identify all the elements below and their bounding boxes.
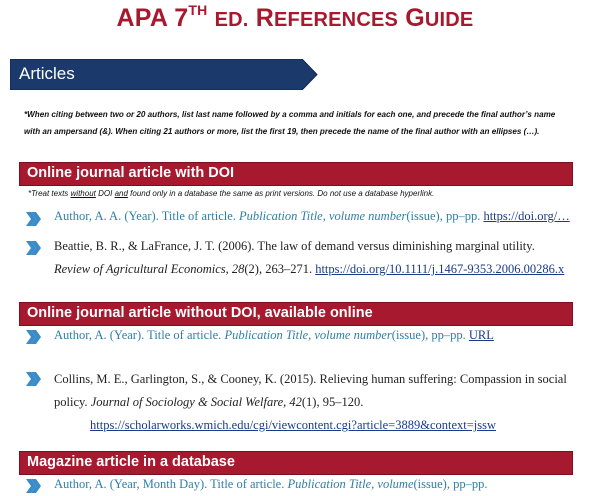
section-heading-label: Online journal article without DOI, available online <box>27 305 373 321</box>
reference-template: Author, A. A. (Year). Title of article. Publication Title, volume number(issue), pp–pp. https://doi.org/… <box>54 209 570 223</box>
title-eferences: EFERENCES <box>274 9 399 31</box>
chevron-right-icon <box>26 330 42 344</box>
reference-template: Author, A. (Year). Title of article. Publication Title, volume number(issue), pp–pp. URL <box>54 328 494 342</box>
section-heading-magazine <box>20 452 572 474</box>
title-prefix: APA 7 <box>116 4 189 32</box>
citation-note: *When citing between two or 20 authors, list last name followed by a comma and initials for each one, and precede the final author’s name with an ampersand (&). When citing 21 authors or more, list the first 19, then precede the name of the final author with an ellipses (…). <box>24 110 556 136</box>
title-r: R <box>255 4 274 32</box>
chevron-right-icon <box>26 479 42 493</box>
doi-link[interactable]: https://doi.org/… <box>483 209 570 223</box>
articles-banner-label: Articles <box>19 64 75 83</box>
section-heading-label: Magazine article in a database <box>27 454 235 470</box>
section-heading-label: Online journal article with DOI <box>27 165 235 181</box>
page-title <box>0 4 590 33</box>
articles-banner <box>10 59 315 90</box>
title-edition: ED. <box>214 9 249 31</box>
chevron-right-icon <box>26 372 42 386</box>
treat-note: *Treat texts without DOI and found only in a database the same as print versions. Do not use a database hyperlink. <box>28 189 435 198</box>
title-uide: UIDE <box>424 9 474 31</box>
section-heading-doi <box>20 163 572 185</box>
url-link[interactable]: https://scholarworks.wmich.edu/cgi/viewcontent.cgi?article=3889&context=jssw <box>90 418 497 432</box>
reference-example: Beattie, B. R., & LaFrance, J. T. (2006). The law of demand versus diminishing marginal utility. Review of Agricultural Economics, 28(2), 263–271. https://doi.org/10.1111/j.1467-9353.2006.00286.x <box>54 239 565 276</box>
doi-link[interactable]: https://doi.org/10.1111/j.1467-9353.2006.00286.x <box>315 262 565 276</box>
url-link[interactable]: URL <box>468 328 494 342</box>
section-heading-no-doi <box>20 303 572 325</box>
title-g: G <box>405 4 425 32</box>
title-superscript: TH <box>188 2 208 18</box>
reference-template: Author, A. (Year, Month Day). Title of article. Publication Title, volume(issue), pp–pp. <box>54 477 488 491</box>
chevron-right-icon <box>26 241 42 255</box>
chevron-right-icon <box>26 212 42 226</box>
reference-example: Collins, M. E., Garlington, S., & Cooney, K. (2015). Relieving human suffering: Compassion in social policy. Journal of Sociology & Social Welfare, 42(1), 95–120. https://scholarworks.wmich.edu/cgi/viewcontent.cgi?article=3889&context=jssw <box>54 372 567 432</box>
